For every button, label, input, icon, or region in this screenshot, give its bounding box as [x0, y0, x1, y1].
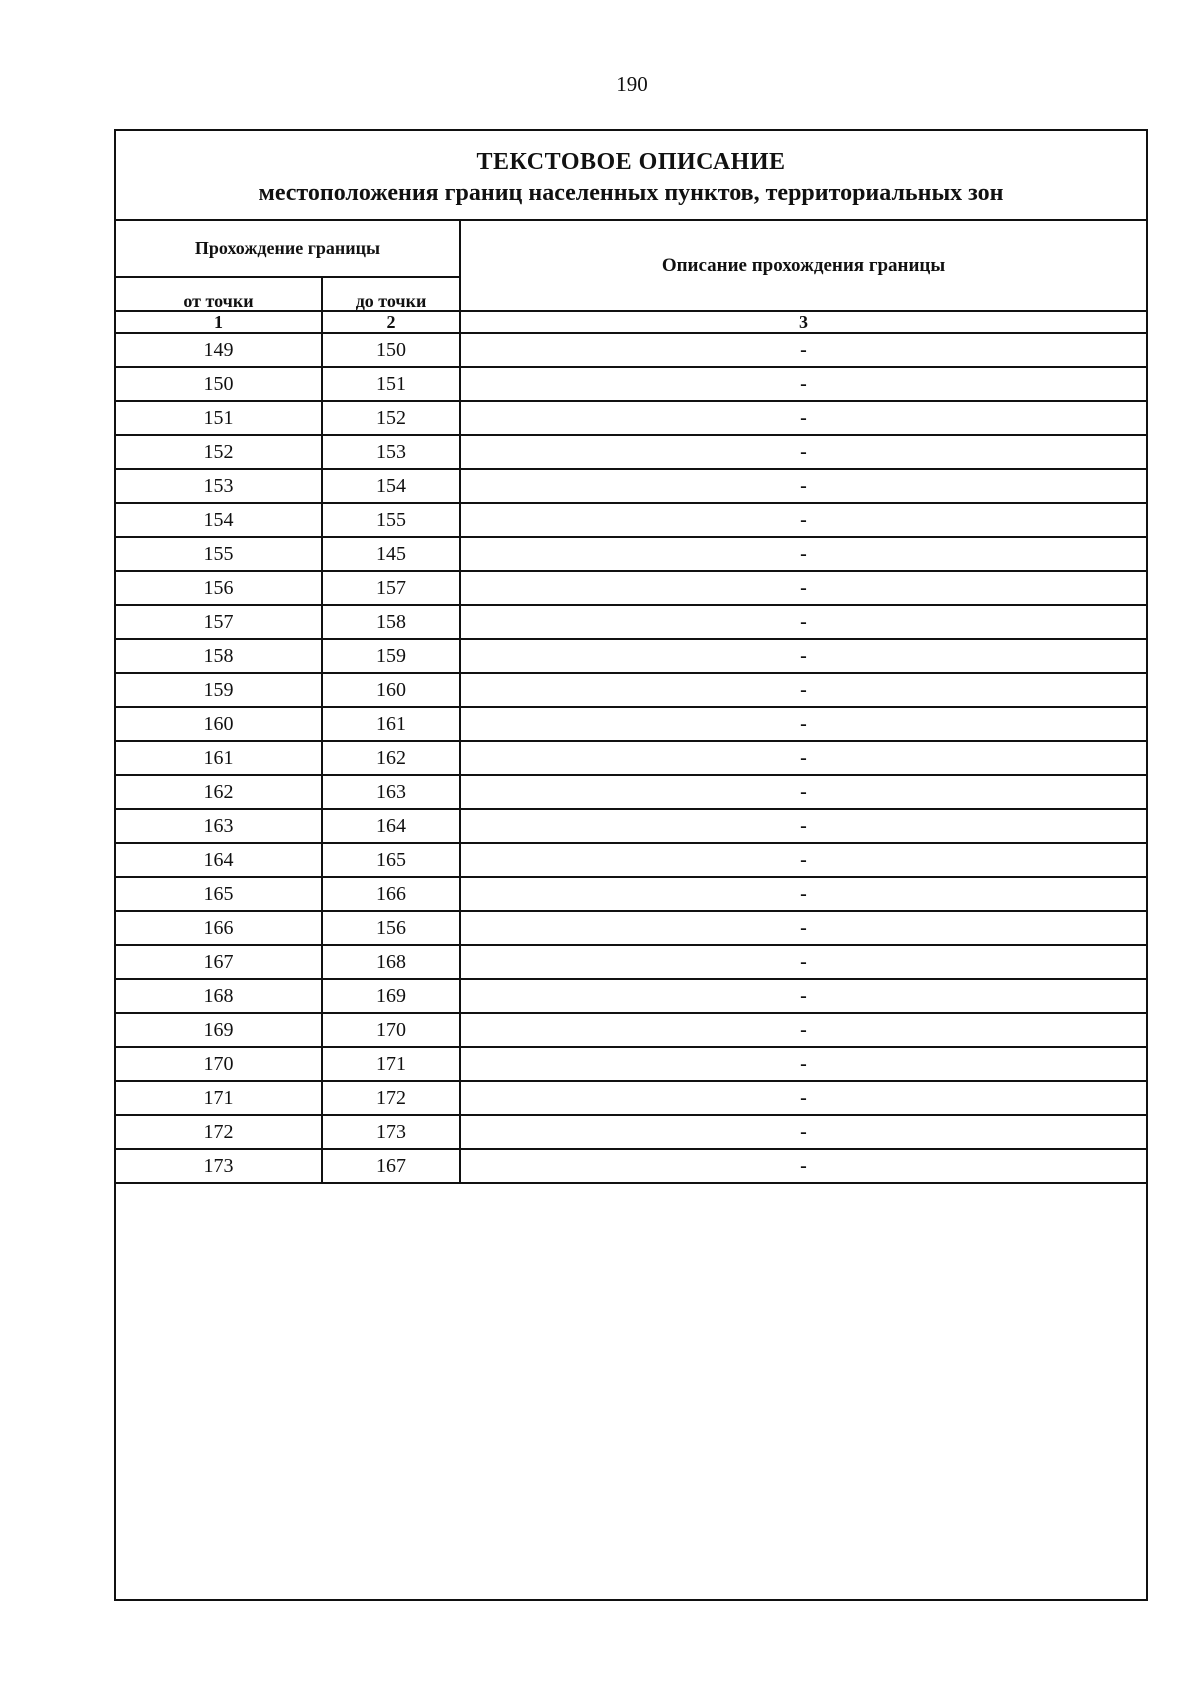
to-point-cell: 164 — [322, 809, 460, 843]
table-row — [116, 401, 1146, 435]
title-block — [116, 131, 1146, 221]
document-frame — [114, 129, 1148, 1601]
to-point-cell: 165 — [322, 843, 460, 877]
to-point-cell: 161 — [322, 707, 460, 741]
description-cell: - — [460, 741, 1146, 775]
table-row — [116, 809, 1146, 843]
description-cell: - — [460, 367, 1146, 401]
table-row — [116, 877, 1146, 911]
to-point-cell: 156 — [322, 911, 460, 945]
description-cell: - — [460, 571, 1146, 605]
from-point-cell: 166 — [116, 911, 322, 945]
to-point-cell: 172 — [322, 1081, 460, 1115]
description-cell: - — [460, 639, 1146, 673]
header-to-point: до точки — [322, 277, 460, 311]
description-cell: - — [460, 809, 1146, 843]
from-point-cell: 151 — [116, 401, 322, 435]
column-number: 1 — [116, 311, 322, 333]
to-point-cell: 167 — [322, 1149, 460, 1183]
from-point-cell: 161 — [116, 741, 322, 775]
table-row — [116, 1081, 1146, 1115]
to-point-cell: 152 — [322, 401, 460, 435]
header-boundary-passage: Прохождение границы — [116, 221, 460, 277]
from-point-cell: 167 — [116, 945, 322, 979]
from-point-cell: 149 — [116, 333, 322, 367]
header-boundary-description: Описание прохождения границы — [460, 221, 1146, 311]
to-point-cell: 168 — [322, 945, 460, 979]
description-cell: - — [460, 945, 1146, 979]
from-point-cell: 155 — [116, 537, 322, 571]
from-point-cell: 164 — [116, 843, 322, 877]
to-point-cell: 169 — [322, 979, 460, 1013]
column-number: 2 — [322, 311, 460, 333]
table-row — [116, 1013, 1146, 1047]
from-point-cell: 152 — [116, 435, 322, 469]
to-point-cell: 154 — [322, 469, 460, 503]
to-point-cell: 171 — [322, 1047, 460, 1081]
to-point-cell: 150 — [322, 333, 460, 367]
table-row — [116, 945, 1146, 979]
table-row — [116, 469, 1146, 503]
table-row — [116, 333, 1146, 367]
to-point-cell: 151 — [322, 367, 460, 401]
description-cell: - — [460, 469, 1146, 503]
to-point-cell: 163 — [322, 775, 460, 809]
description-cell: - — [460, 1013, 1146, 1047]
description-cell: - — [460, 1081, 1146, 1115]
from-point-cell: 162 — [116, 775, 322, 809]
from-point-cell: 163 — [116, 809, 322, 843]
to-point-cell: 157 — [322, 571, 460, 605]
description-cell: - — [460, 843, 1146, 877]
to-point-cell: 173 — [322, 1115, 460, 1149]
to-point-cell: 166 — [322, 877, 460, 911]
page-number: 190 — [616, 72, 648, 96]
table-row — [116, 775, 1146, 809]
from-point-cell: 158 — [116, 639, 322, 673]
to-point-cell: 158 — [322, 605, 460, 639]
column-number-row — [116, 311, 1146, 333]
to-point-cell: 155 — [322, 503, 460, 537]
description-cell: - — [460, 979, 1146, 1013]
description-cell: - — [460, 605, 1146, 639]
table-row — [116, 435, 1146, 469]
from-point-cell: 159 — [116, 673, 322, 707]
table-row — [116, 911, 1146, 945]
to-point-cell: 160 — [322, 673, 460, 707]
table-row — [116, 503, 1146, 537]
description-cell: - — [460, 775, 1146, 809]
description-cell: - — [460, 435, 1146, 469]
document-subtitle: местоположения границ населенных пунктов, территориальных зон — [258, 180, 1004, 206]
from-point-cell: 168 — [116, 979, 322, 1013]
from-point-cell: 171 — [116, 1081, 322, 1115]
description-cell: - — [460, 911, 1146, 945]
description-cell: - — [460, 707, 1146, 741]
from-point-cell: 173 — [116, 1149, 322, 1183]
description-cell: - — [460, 333, 1146, 367]
table-row — [116, 639, 1146, 673]
description-cell: - — [460, 877, 1146, 911]
description-cell: - — [460, 537, 1146, 571]
from-point-cell: 153 — [116, 469, 322, 503]
table-row — [116, 843, 1146, 877]
description-cell: - — [460, 401, 1146, 435]
from-point-cell: 172 — [116, 1115, 322, 1149]
from-point-cell: 157 — [116, 605, 322, 639]
description-cell: - — [460, 1149, 1146, 1183]
boundary-table — [116, 221, 1146, 1184]
to-point-cell: 162 — [322, 741, 460, 775]
header-from-point: от точки — [116, 277, 322, 311]
from-point-cell: 160 — [116, 707, 322, 741]
column-number: 3 — [460, 311, 1146, 333]
description-cell: - — [460, 1115, 1146, 1149]
to-point-cell: 159 — [322, 639, 460, 673]
from-point-cell: 170 — [116, 1047, 322, 1081]
table-row — [116, 571, 1146, 605]
description-cell: - — [460, 503, 1146, 537]
from-point-cell: 169 — [116, 1013, 322, 1047]
table-row — [116, 1149, 1146, 1183]
table-row — [116, 979, 1146, 1013]
table-row — [116, 605, 1146, 639]
table-row — [116, 1047, 1146, 1081]
table-row — [116, 673, 1146, 707]
to-point-cell: 153 — [322, 435, 460, 469]
table-row — [116, 1115, 1146, 1149]
to-point-cell: 145 — [322, 537, 460, 571]
table-row — [116, 537, 1146, 571]
document-title: ТЕКСТОВОЕ ОПИСАНИЕ — [476, 149, 786, 175]
table-row — [116, 367, 1146, 401]
to-point-cell: 170 — [322, 1013, 460, 1047]
description-cell: - — [460, 673, 1146, 707]
from-point-cell: 156 — [116, 571, 322, 605]
from-point-cell: 150 — [116, 367, 322, 401]
from-point-cell: 165 — [116, 877, 322, 911]
table-row — [116, 741, 1146, 775]
description-cell: - — [460, 1047, 1146, 1081]
table-row — [116, 707, 1146, 741]
from-point-cell: 154 — [116, 503, 322, 537]
